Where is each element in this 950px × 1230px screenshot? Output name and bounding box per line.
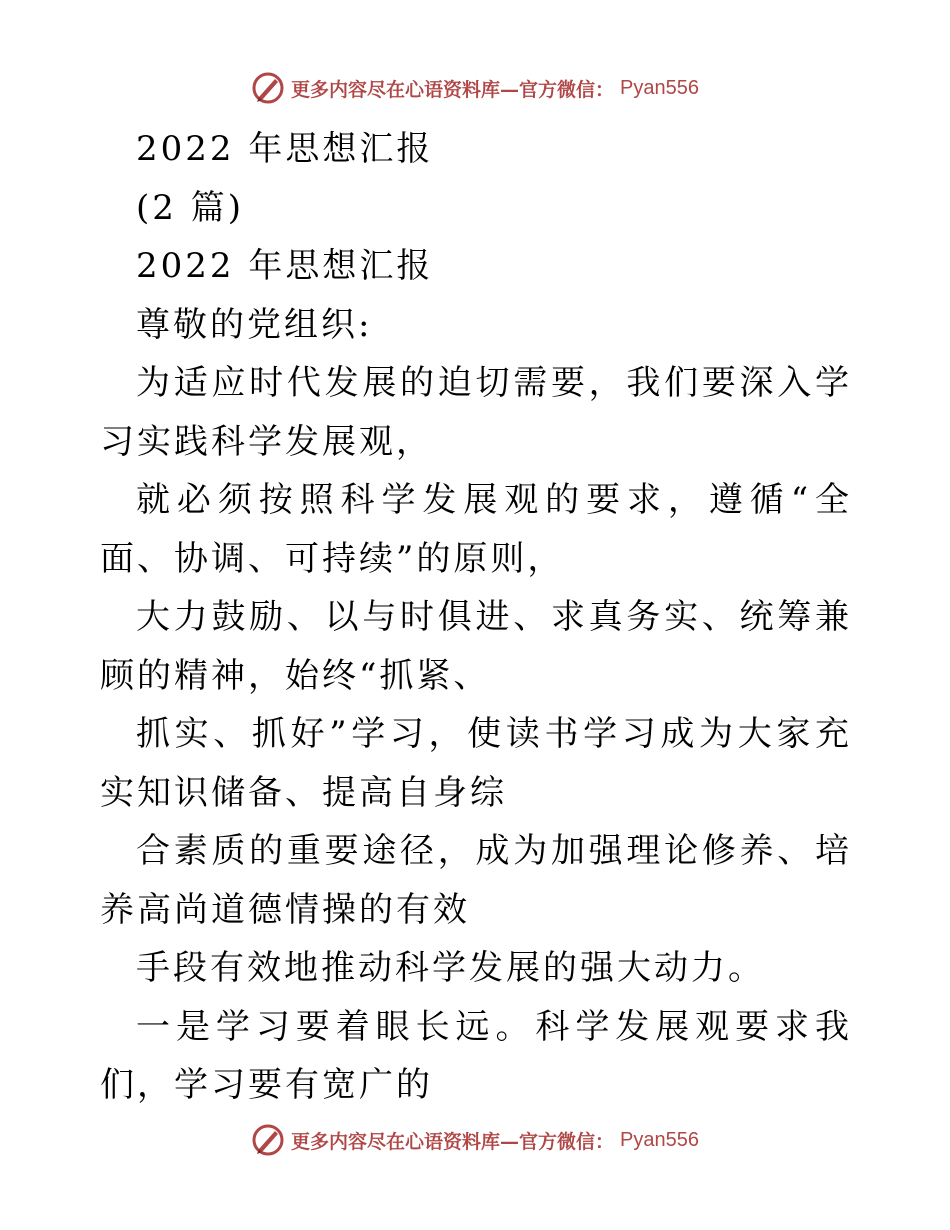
watermark-wechat-id: Pyan556 [620,76,699,99]
doc-subtitle: (2 篇) [136,187,244,228]
body-paragraph: 手段有效地推动科学发展的强大动力。 [136,948,765,988]
watermark-text: 更多内容尽在心语资料库—官方微信： [291,1130,615,1153]
body-paragraph: 大力鼓励、以与时俱进、求真务实、统筹兼顾的精神，始终“抓紧、 [100,597,852,696]
red-pen-seal-icon [251,1123,285,1157]
body-paragraph: 抓实、抓好”学习，使读书学习成为大家充实知识储备、提高自身综 [100,714,852,813]
document-body [100,120,852,1115]
header-watermark [0,68,950,108]
body-paragraph: 为适应时代发展的迫切需要，我们要深入学习实践科学发展观， [100,363,852,462]
footer-watermark [0,1120,950,1160]
red-pen-seal-icon [251,71,285,105]
watermark-text: 更多内容尽在心语资料库—官方微信： [291,78,615,101]
body-paragraph: 一是学习要着眼长远。科学发展观要求我们，学习要有宽广的 [100,1006,852,1105]
body-paragraph: 合素质的重要途径，成为加强理论修养、培养高尚道德情操的有效 [100,831,852,930]
body-paragraph: 就必须按照科学发展观的要求，遵循“全面、协调、可持续”的原则， [100,480,852,579]
section-title: 2022 年思想汇报 [136,246,434,286]
doc-title: 2022 年思想汇报 [136,129,434,169]
watermark-wechat-id: Pyan556 [620,1128,699,1151]
salutation: 尊敬的党组织: [136,304,373,345]
